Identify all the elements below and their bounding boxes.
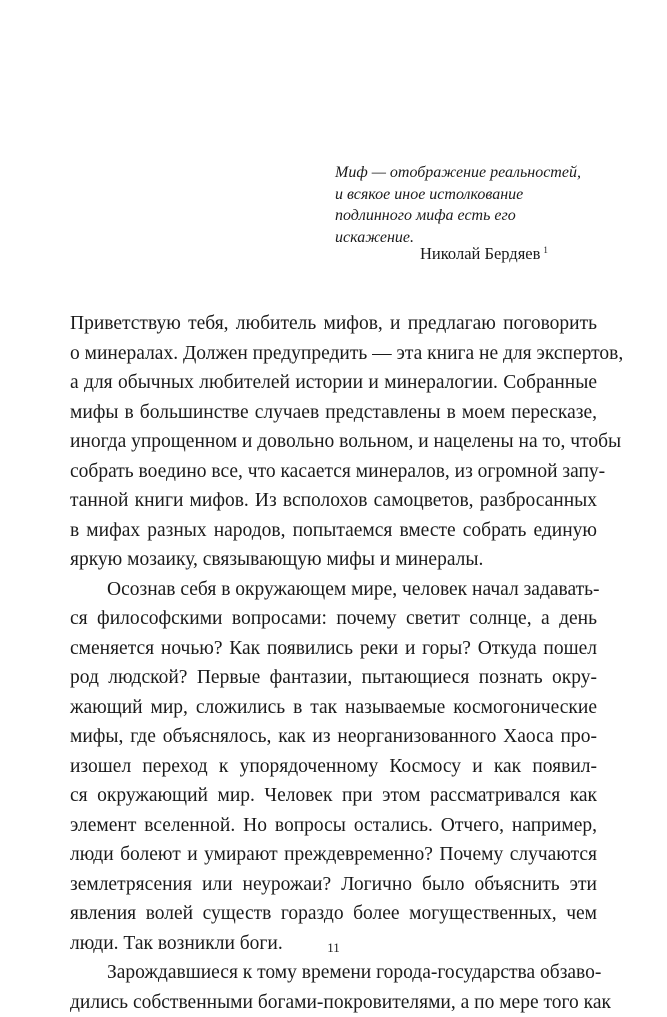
epigraph-line: Миф — отображение реальностей,	[335, 162, 595, 184]
epigraph-line: и всякое иное истолкование	[335, 184, 595, 206]
page-number: 11	[0, 940, 667, 956]
epigraph-author	[420, 244, 548, 264]
text-line: мифы, где объяснялось, как из неорганизованного Хаоса про-	[70, 722, 597, 752]
text-line: ся окружающий мир. Человек при этом рассматривался как	[70, 781, 597, 811]
text-line: о минералах. Должен предупредить — эта книга не для экспертов,	[70, 339, 597, 369]
text-line: а для обычных любителей истории и минералогии. Собранные	[70, 368, 597, 398]
text-line: Приветствую тебя, любитель мифов, и предлагаю поговорить	[70, 309, 597, 339]
text-line: танной книги мифов. Из всполохов самоцветов, разбросанных	[70, 486, 597, 516]
text-line: изошел переход к упорядоченному Космосу и как появил-	[70, 752, 597, 782]
footnote-mark: 1	[543, 245, 548, 255]
text-line: жающий мир, сложились в так называемые космогонические	[70, 693, 597, 723]
body-text	[70, 309, 597, 1017]
epigraph	[335, 162, 595, 248]
epigraph-author-name: Николай Бердяев	[420, 244, 540, 263]
text-line: элемент вселенной. Но вопросы остались. Отчего, например,	[70, 811, 597, 841]
epigraph-line: искажение.	[335, 227, 595, 249]
text-line: род людской? Первые фантазии, пытающиеся познать окру-	[70, 663, 597, 693]
text-line: иногда упрощенном и довольно вольном, и нацелены на то, чтобы	[70, 427, 597, 457]
text-line: Осознав себя в окружающем мире, человек начал задавать-	[70, 575, 597, 605]
epigraph-line: подлинного мифа есть его	[335, 205, 595, 227]
paragraph-2	[70, 575, 597, 959]
paragraph-3	[70, 958, 597, 1017]
text-line: сменяется ночью? Как появились реки и горы? Откуда пошел	[70, 634, 597, 664]
text-line: люди болеют и умирают преждевременно? Почему случаются	[70, 840, 597, 870]
text-line: в мифах разных народов, попытаемся вместе собрать единую	[70, 516, 597, 546]
paragraph-1	[70, 309, 597, 575]
text-line: явления волей существ гораздо более могущественных, чем	[70, 899, 597, 929]
text-line: собрать воедино все, что касается минералов, из огромной запу-	[70, 457, 597, 487]
text-line: мифы в большинстве случаев представлены в моем пересказе,	[70, 398, 597, 428]
text-line: землетрясения или неурожаи? Логично было объяснить эти	[70, 870, 597, 900]
text-line: дились собственными богами-покровителями, а по мере того как	[70, 988, 597, 1017]
text-line: Зарождавшиеся к тому времени города-государства обзаво-	[70, 958, 597, 988]
text-line: люди. Так возникли боги.	[70, 929, 597, 959]
text-line: ся философскими вопросами: почему светит солнце, а день	[70, 604, 597, 634]
text-line: яркую мозаику, связывающую мифы и минералы.	[70, 545, 597, 575]
